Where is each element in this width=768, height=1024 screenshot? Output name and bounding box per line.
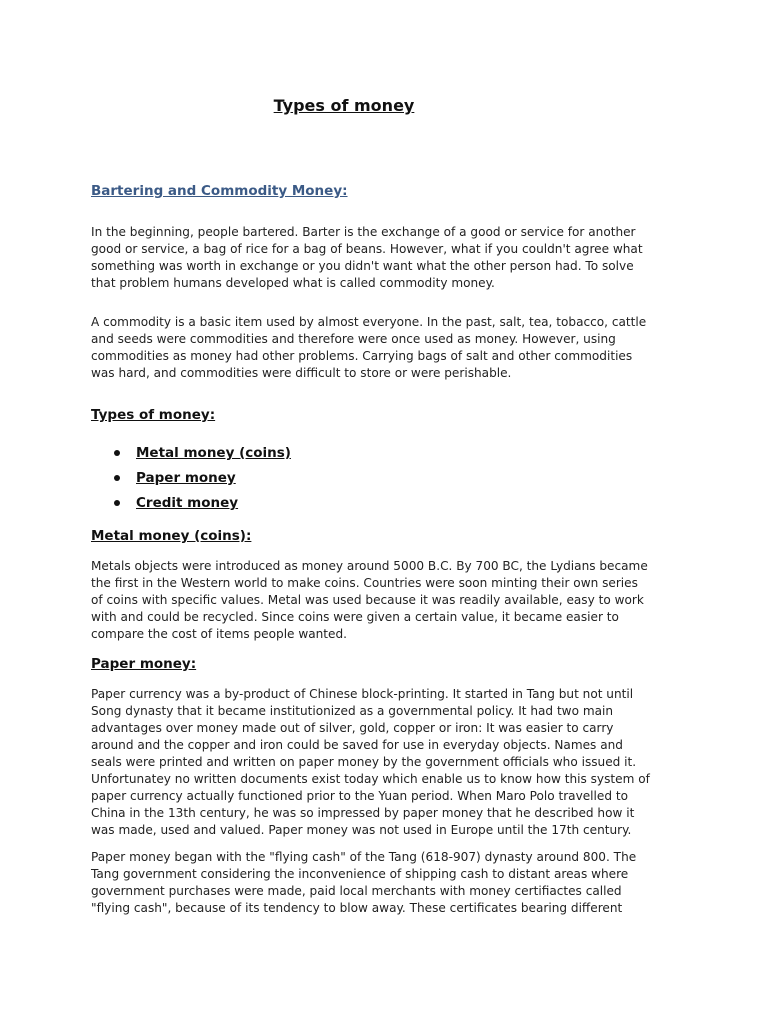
text-line: compare the cost of items people wanted.: [91, 627, 348, 641]
list-item-label: Metal money (coins): [136, 445, 291, 461]
text-line: around and the copper and iron could be saved for use in everyday objects. Names and: [91, 738, 623, 752]
text-line: Song dynasty that it became institutionized as a governmental policy. It had two main: [91, 704, 614, 718]
list-item-label: Credit money: [136, 495, 239, 511]
paragraph-metal-money: [91, 558, 691, 643]
bullet-icon: [114, 450, 120, 456]
list-item-label: Paper money: [136, 470, 236, 486]
heading-paper-money: Paper money:: [91, 656, 197, 672]
paragraph-paper-money-1: [91, 686, 691, 839]
text-line: Tang government considering the inconvenience of shipping cash to distant areas where: [91, 867, 629, 881]
text-line: Paper money began with the "flying cash" of the Tang (618-907) dynasty around 800. The: [91, 850, 637, 864]
text-line: In the beginning, people bartered. Barter is the exchange of a good or service for another: [91, 225, 636, 239]
types-list: [112, 443, 291, 518]
text-line: and seeds were commodities and therefore were once used as money. However, using: [91, 332, 616, 346]
text-line: advantages over money made out of silver, gold, copper or iron: It was easier to carry: [91, 721, 614, 735]
list-item: [112, 493, 291, 518]
text-line: "flying cash", because of its tendency to blow away. These certificates bearing different: [91, 901, 623, 915]
bullet-icon: [114, 475, 120, 481]
text-line: of coins with specific values. Metal was used because it was readily available, easy to work: [91, 593, 644, 607]
text-line: was hard, and commodities were difficult to store or were perishable.: [91, 366, 512, 380]
bullet-icon: [114, 500, 120, 506]
list-item: [112, 443, 291, 468]
paragraph-paper-money-2: [91, 849, 691, 917]
heading-metal-money: Metal money (coins):: [91, 528, 252, 544]
text-line: commodities as money had other problems. Carrying bags of salt and other commodities: [91, 349, 633, 363]
text-line: paper currency actually functioned prior to the Yuan period. When Maro Polo travelled to: [91, 789, 628, 803]
document-title: Types of money: [273, 96, 415, 115]
text-line: was made, used and valued. Paper money was not used in Europe until the 17th century.: [91, 823, 632, 837]
text-line: with and could be recycled. Since coins were given a certain value, it became easier to: [91, 610, 619, 624]
text-line: seals were printed and written on paper money by the government officials who issued it.: [91, 755, 637, 769]
paragraph-bartering-1: [91, 224, 691, 292]
text-line: China in the 13th century, he was so impressed by paper money that he described how it: [91, 806, 635, 820]
paragraph-bartering-2: [91, 314, 691, 382]
list-item: [112, 468, 291, 493]
text-line: that problem humans developed what is called commodity money.: [91, 276, 495, 290]
text-line: A commodity is a basic item used by almost everyone. In the past, salt, tea, tobacco, cattle: [91, 315, 647, 329]
text-line: good or service, a bag of rice for a bag of beans. However, what if you couldn't agree what: [91, 242, 643, 256]
heading-types-of-money: Types of money:: [91, 407, 216, 423]
heading-bartering: Bartering and Commodity Money:: [91, 183, 348, 199]
text-line: the first in the Western world to make coins. Countries were soon minting their own series: [91, 576, 638, 590]
text-line: something was worth in exchange or you didn't want what the other person had. To solve: [91, 259, 634, 273]
text-line: Metals objects were introduced as money around 5000 B.C. By 700 BC, the Lydians became: [91, 559, 648, 573]
text-line: government purchases were made, paid local merchants with money certifiactes called: [91, 884, 622, 898]
text-line: Unfortunatey no written documents exist today which enable us to know how this system of: [91, 772, 650, 786]
text-line: Paper currency was a by-product of Chinese block-printing. It started in Tang but not until: [91, 687, 634, 701]
